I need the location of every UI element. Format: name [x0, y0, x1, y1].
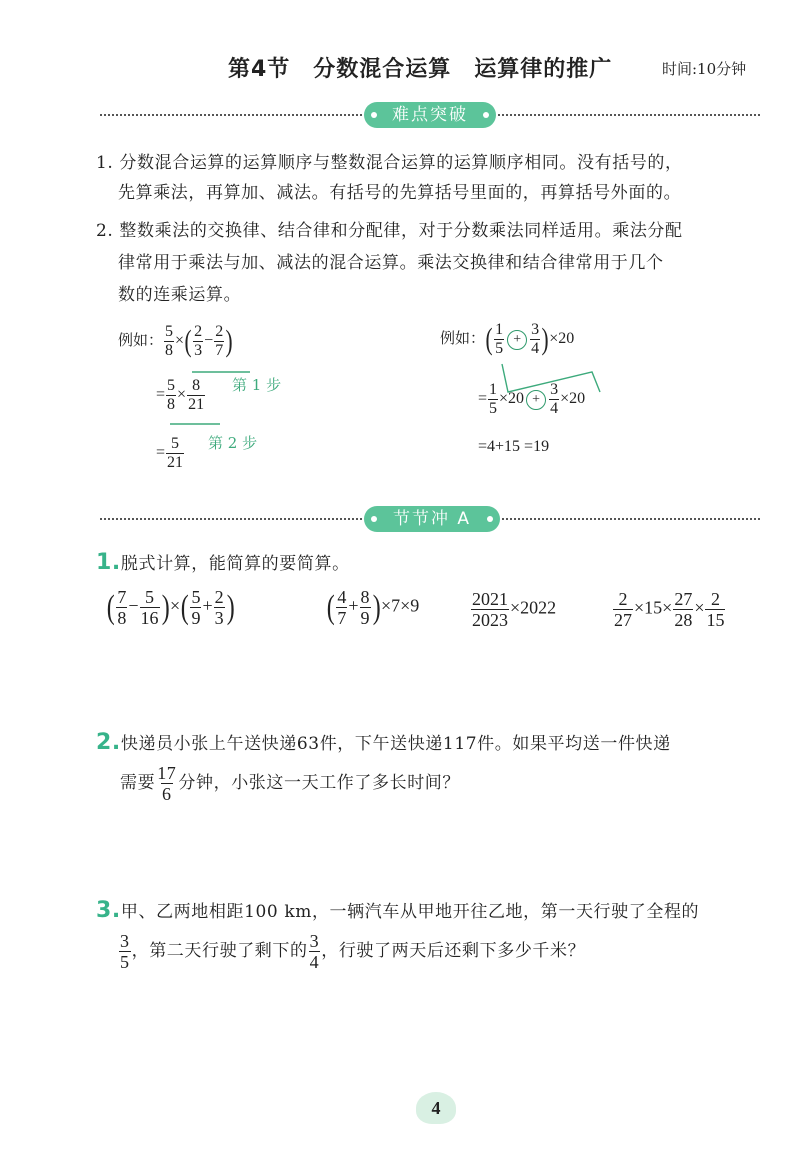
fraction: $\frac{2021}{2023}$: [472, 589, 508, 630]
rule-1-line-1: 1. 分数混合运算的运算顺序与整数混合运算的运算顺序相同。没有括号的，: [96, 153, 683, 173]
question-text: 快递员小张上午送快递63件，下午送快递117件。如果平均送一件快递: [120, 734, 671, 754]
dotted-divider-left: [100, 518, 362, 520]
fraction: $\frac{27}{28}$: [674, 589, 693, 630]
fraction: $\frac{1}{5}$: [495, 321, 504, 357]
section-banner-practice: [100, 506, 760, 532]
question-text: 甲、乙两地相距100 km，一辆汽车从甲地开往乙地，第一天行驶了全程的: [120, 902, 700, 922]
fraction: $\frac{4}{7}$: [337, 587, 347, 628]
page-number: 4: [416, 1092, 456, 1124]
example-right-result: =4+15 =19: [478, 438, 550, 455]
fraction: $\frac{5}{8}$: [167, 377, 176, 413]
fraction: $\frac{17}{6}$: [157, 763, 177, 804]
plus-circled-icon: +: [526, 390, 546, 410]
example-left-row-1: 例如： $\frac{5}{8}$ ×( $\frac{2}{3}$ − $\frac{2}{7}$ ): [118, 323, 233, 359]
rule-2-line-3: 数的连乘运算。: [118, 285, 242, 305]
question-number: 3.: [96, 898, 121, 923]
expression-2: ( $\frac{4}{7}$ + $\frac{8}{9}$ )×7×9: [326, 587, 420, 628]
question-number: 2.: [96, 730, 121, 755]
fraction: $\frac{3}{4}$: [309, 931, 320, 972]
fraction: $\frac{8}{21}$: [188, 377, 205, 413]
rule-1-line-2: 先算乘法，再算加、减法。有括号的先算括号里面的，再算括号外面的。: [118, 183, 682, 203]
fraction: $\frac{5}{21}$: [167, 435, 184, 471]
fraction: $\frac{3}{4}$: [550, 381, 559, 417]
example-right-row-1: 例如：( $\frac{1}{5}$ + $\frac{3}{4}$ )×20: [440, 321, 575, 357]
question-3-line-2: $\frac{3}{5}$ ，第二天行驶了剩下的 $\frac{3}{4}$ ，行驶了两天后还剩下多少千米？: [120, 931, 586, 972]
fraction: $\frac{2}{7}$: [215, 323, 224, 359]
question-1: [96, 552, 350, 575]
rule-2-line-1: 2. 整数乘法的交换律、结合律和分配律，对于分数乘法同样适用。乘法分配: [96, 221, 683, 241]
fraction: $\frac{3}{5}$: [120, 931, 130, 972]
fraction: $\frac{2}{15}$: [706, 589, 725, 630]
fraction: $\frac{5}{16}$: [140, 587, 159, 628]
rule-2-line-2: 律常用于乘法与加、减法的混合运算。乘法交换律和结合律常用于几个: [118, 253, 664, 273]
dotted-divider-right: [502, 518, 760, 520]
banner-label: 节节冲 A: [364, 506, 500, 532]
question-number: 1.: [96, 550, 121, 575]
question-2-line-2: 需要 $\frac{17}{6}$ 分钟，小张这一天工作了多长时间？: [120, 763, 461, 804]
expression-3: $\frac{2021}{2023}$ ×2022: [472, 589, 557, 630]
example-right-row-2: = $\frac{1}{5}$ ×20 + $\frac{3}{4}$ ×20: [478, 381, 586, 417]
expression-1: ( $\frac{7}{8}$ − $\frac{5}{16}$ )×( $\frac{5}{9}$ + $\frac{2}{3}$ ): [106, 587, 235, 628]
fraction: $\frac{5}{9}$: [191, 587, 201, 628]
fraction: $\frac{7}{8}$: [117, 587, 127, 628]
question-2-line-1: [96, 732, 671, 755]
dotted-divider-right: [498, 114, 760, 116]
fraction: $\frac{1}{5}$: [489, 381, 498, 417]
fraction: $\frac{3}{4}$: [531, 321, 540, 357]
fraction: $\frac{2}{27}$: [614, 589, 632, 630]
expression-4: $\frac{2}{27}$ ×15× $\frac{27}{28}$ × $\frac{2}{15}$: [614, 589, 725, 630]
example-prefix: 例如：: [440, 329, 486, 348]
banner-label: 难点突破: [364, 102, 496, 128]
fraction: $\frac{2}{3}$: [194, 323, 203, 359]
question-3-line-1: [96, 900, 699, 923]
page-title: 第4节 分数混合运算 运算律的推广: [228, 57, 613, 82]
example-left-row-3: = $\frac{5}{21}$: [156, 435, 184, 471]
step-1-label: 第 1 步: [232, 376, 282, 394]
question-text: 脱式计算，能简算的要简算。: [120, 554, 350, 574]
fraction: $\frac{8}{9}$: [360, 587, 370, 628]
time-limit: 时间:10分钟: [662, 60, 747, 78]
fraction: $\frac{2}{3}$: [214, 587, 224, 628]
example-prefix: 例如：: [118, 331, 164, 350]
plus-circled-icon: +: [507, 330, 527, 350]
section-banner-difficulties: [100, 102, 760, 128]
dotted-divider-left: [100, 114, 362, 116]
step-2-underline: [168, 418, 228, 430]
example-left-row-2: = $\frac{5}{8}$ × $\frac{8}{21}$: [156, 377, 205, 413]
step-2-label: 第 2 步: [208, 434, 258, 452]
fraction: $\frac{5}{8}$: [165, 323, 174, 359]
